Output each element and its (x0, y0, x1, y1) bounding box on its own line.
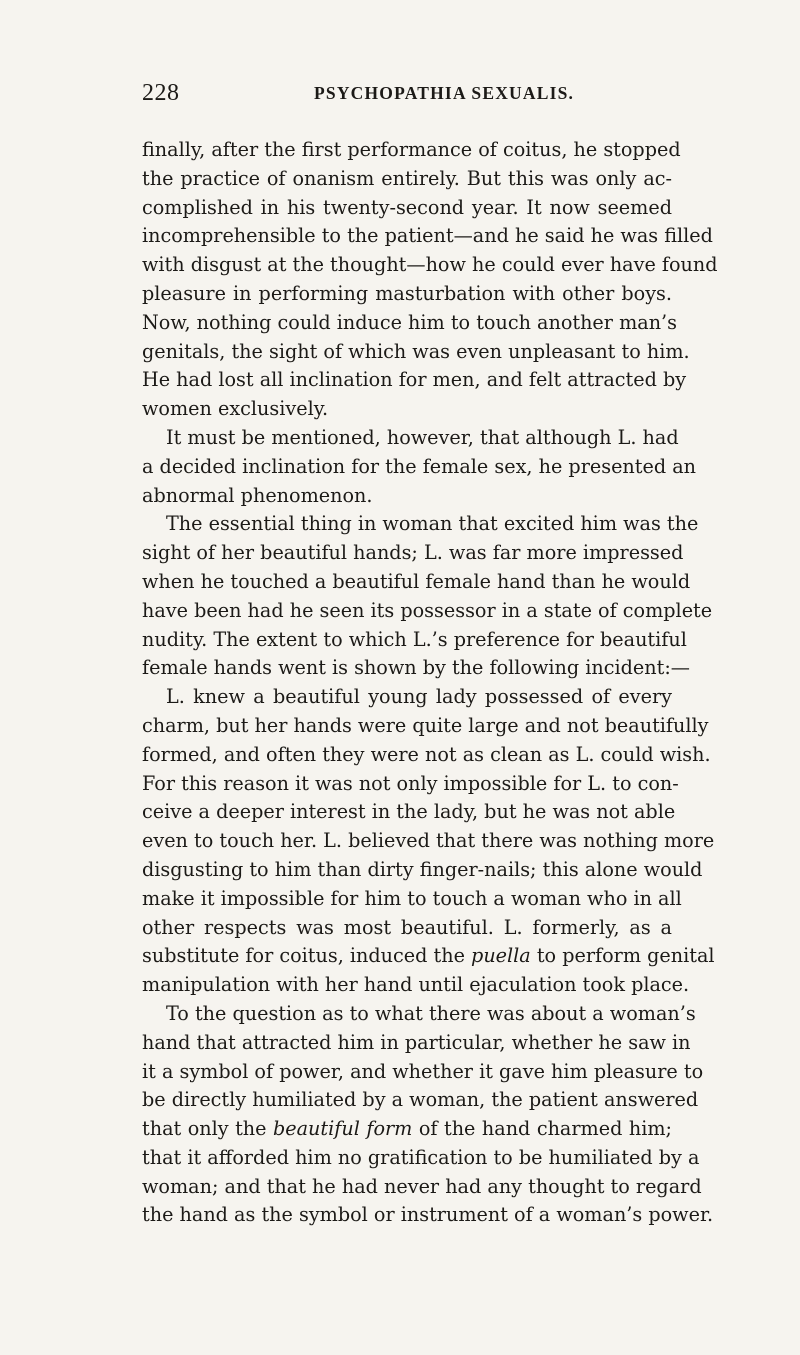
text-fragment: hand that attracted him in particular, whether he saw in (142, 1030, 691, 1054)
text-line (142, 626, 687, 655)
text-fragment: woman; and that he had never had any thought to regard (142, 1174, 702, 1198)
text-fragment: nudity. The extent to which L.’s preference for beautiful (142, 627, 687, 651)
text-fragment: genitals, the sight of which was even unpleasant to him. (142, 339, 690, 363)
text-fragment: For this reason it was not only impossible for L. to con- (142, 771, 679, 795)
text-line (142, 1115, 672, 1144)
body-text (142, 136, 718, 1230)
text-line (142, 165, 672, 194)
page-number: 228 (142, 80, 180, 106)
text-line (142, 1201, 714, 1230)
text-fragment: pleasure in performing masturbation with other boys. (142, 281, 672, 305)
text-fragment: formed, and often they were not as clean as L. could wish. (142, 742, 711, 766)
text-fragment: the hand as the symbol or instrument of a woman’s power. (142, 1203, 714, 1227)
text-fragment: disgusting to him than dirty finger-nails; this alone would (142, 857, 703, 881)
text-fragment: incomprehensible to the patient—and he said he was filled (142, 224, 713, 248)
text-fragment: to perform genital (530, 944, 715, 968)
text-fragment: It must be mentioned, however, that although L. had (166, 425, 679, 449)
text-fragment: He had lost all inclination for men, and felt attracted by (142, 368, 687, 392)
text-fragment: a decided inclination for the female sex, he presented an (142, 454, 697, 478)
text-line (142, 914, 672, 943)
text-fragment: sight of her beautiful hands; L. was far more impressed (142, 541, 684, 565)
italic-text: puella (471, 944, 531, 968)
text-fragment: Now, nothing could induce him to touch another man’s (142, 310, 677, 334)
italic-text: beautiful form (272, 1117, 413, 1141)
text-line (142, 654, 690, 683)
text-line (142, 1144, 700, 1173)
text-fragment: substitute for coitus, induced the (142, 944, 472, 968)
text-line (142, 1029, 691, 1058)
text-line (142, 280, 672, 309)
text-line (142, 395, 672, 424)
text-fragment: that it afforded him no gratification to be humiliated by a (142, 1145, 700, 1169)
text-line (142, 1173, 702, 1202)
text-line (142, 136, 681, 165)
text-line (142, 453, 697, 482)
text-fragment: make it impossible for him to touch a woman who in all (142, 886, 682, 910)
text-line (142, 482, 672, 511)
text-line (142, 1086, 699, 1115)
text-fragment: other respects was most beautiful. L. formerly, as a (142, 915, 672, 939)
text-line (142, 309, 677, 338)
text-fragment: the practice of onanism entirely. But this was only ac- (142, 166, 672, 190)
page-header (142, 80, 672, 114)
text-line (142, 539, 684, 568)
text-fragment: ceive a deeper interest in the lady, but he was not able (142, 800, 676, 824)
text-line (142, 194, 672, 223)
text-fragment: abnormal phenomenon. (142, 483, 373, 507)
text-fragment: charm, but her hands were quite large and not beautifully (142, 713, 709, 737)
text-fragment: female hands went is shown by the following incident:— (142, 656, 690, 680)
text-fragment: L. knew a beautiful young lady possessed of every (166, 685, 672, 709)
text-fragment: have been had he seen its possessor in a state of complete (142, 598, 713, 622)
text-fragment: women exclusively. (142, 397, 329, 421)
text-fragment: when he touched a beautiful female hand than he would (142, 569, 691, 593)
text-line (142, 827, 715, 856)
text-line (142, 424, 679, 453)
text-fragment: The essential thing in woman that excited him was the (166, 512, 699, 536)
text-line (142, 770, 679, 799)
text-fragment: it a symbol of power, and whether it gave him pleasure to (142, 1059, 704, 1083)
text-line (142, 741, 711, 770)
text-line (142, 222, 713, 251)
text-fragment: complished in his twenty-second year. It now seemed (142, 195, 672, 219)
text-line (142, 942, 715, 971)
text-line (142, 1058, 704, 1087)
text-line (142, 971, 690, 1000)
text-line (142, 597, 713, 626)
text-fragment: manipulation with her hand until ejaculation took place. (142, 973, 690, 997)
text-line (142, 1000, 696, 1029)
text-line (142, 683, 672, 712)
text-fragment: To the question as to what there was about a woman’s (166, 1001, 696, 1025)
text-fragment: finally, after the first performance of coitus, he stopped (142, 138, 681, 161)
text-fragment: of the hand charmed him; (412, 1117, 673, 1141)
text-line (142, 251, 718, 280)
text-line (142, 856, 703, 885)
text-fragment: even to touch her. L. believed that there was nothing more (142, 829, 715, 853)
text-line (142, 798, 676, 827)
text-fragment: that only the (142, 1117, 273, 1141)
text-fragment: with disgust at the thought—how he could ever have found (142, 253, 718, 277)
text-line (142, 338, 690, 367)
text-line (142, 510, 699, 539)
text-fragment: be directly humiliated by a woman, the patient answered (142, 1088, 699, 1112)
text-line (142, 885, 682, 914)
text-line (142, 712, 709, 741)
text-line (142, 568, 691, 597)
running-title: PSYCHOPATHIA SEXUALIS. (314, 83, 575, 103)
text-line (142, 366, 687, 395)
